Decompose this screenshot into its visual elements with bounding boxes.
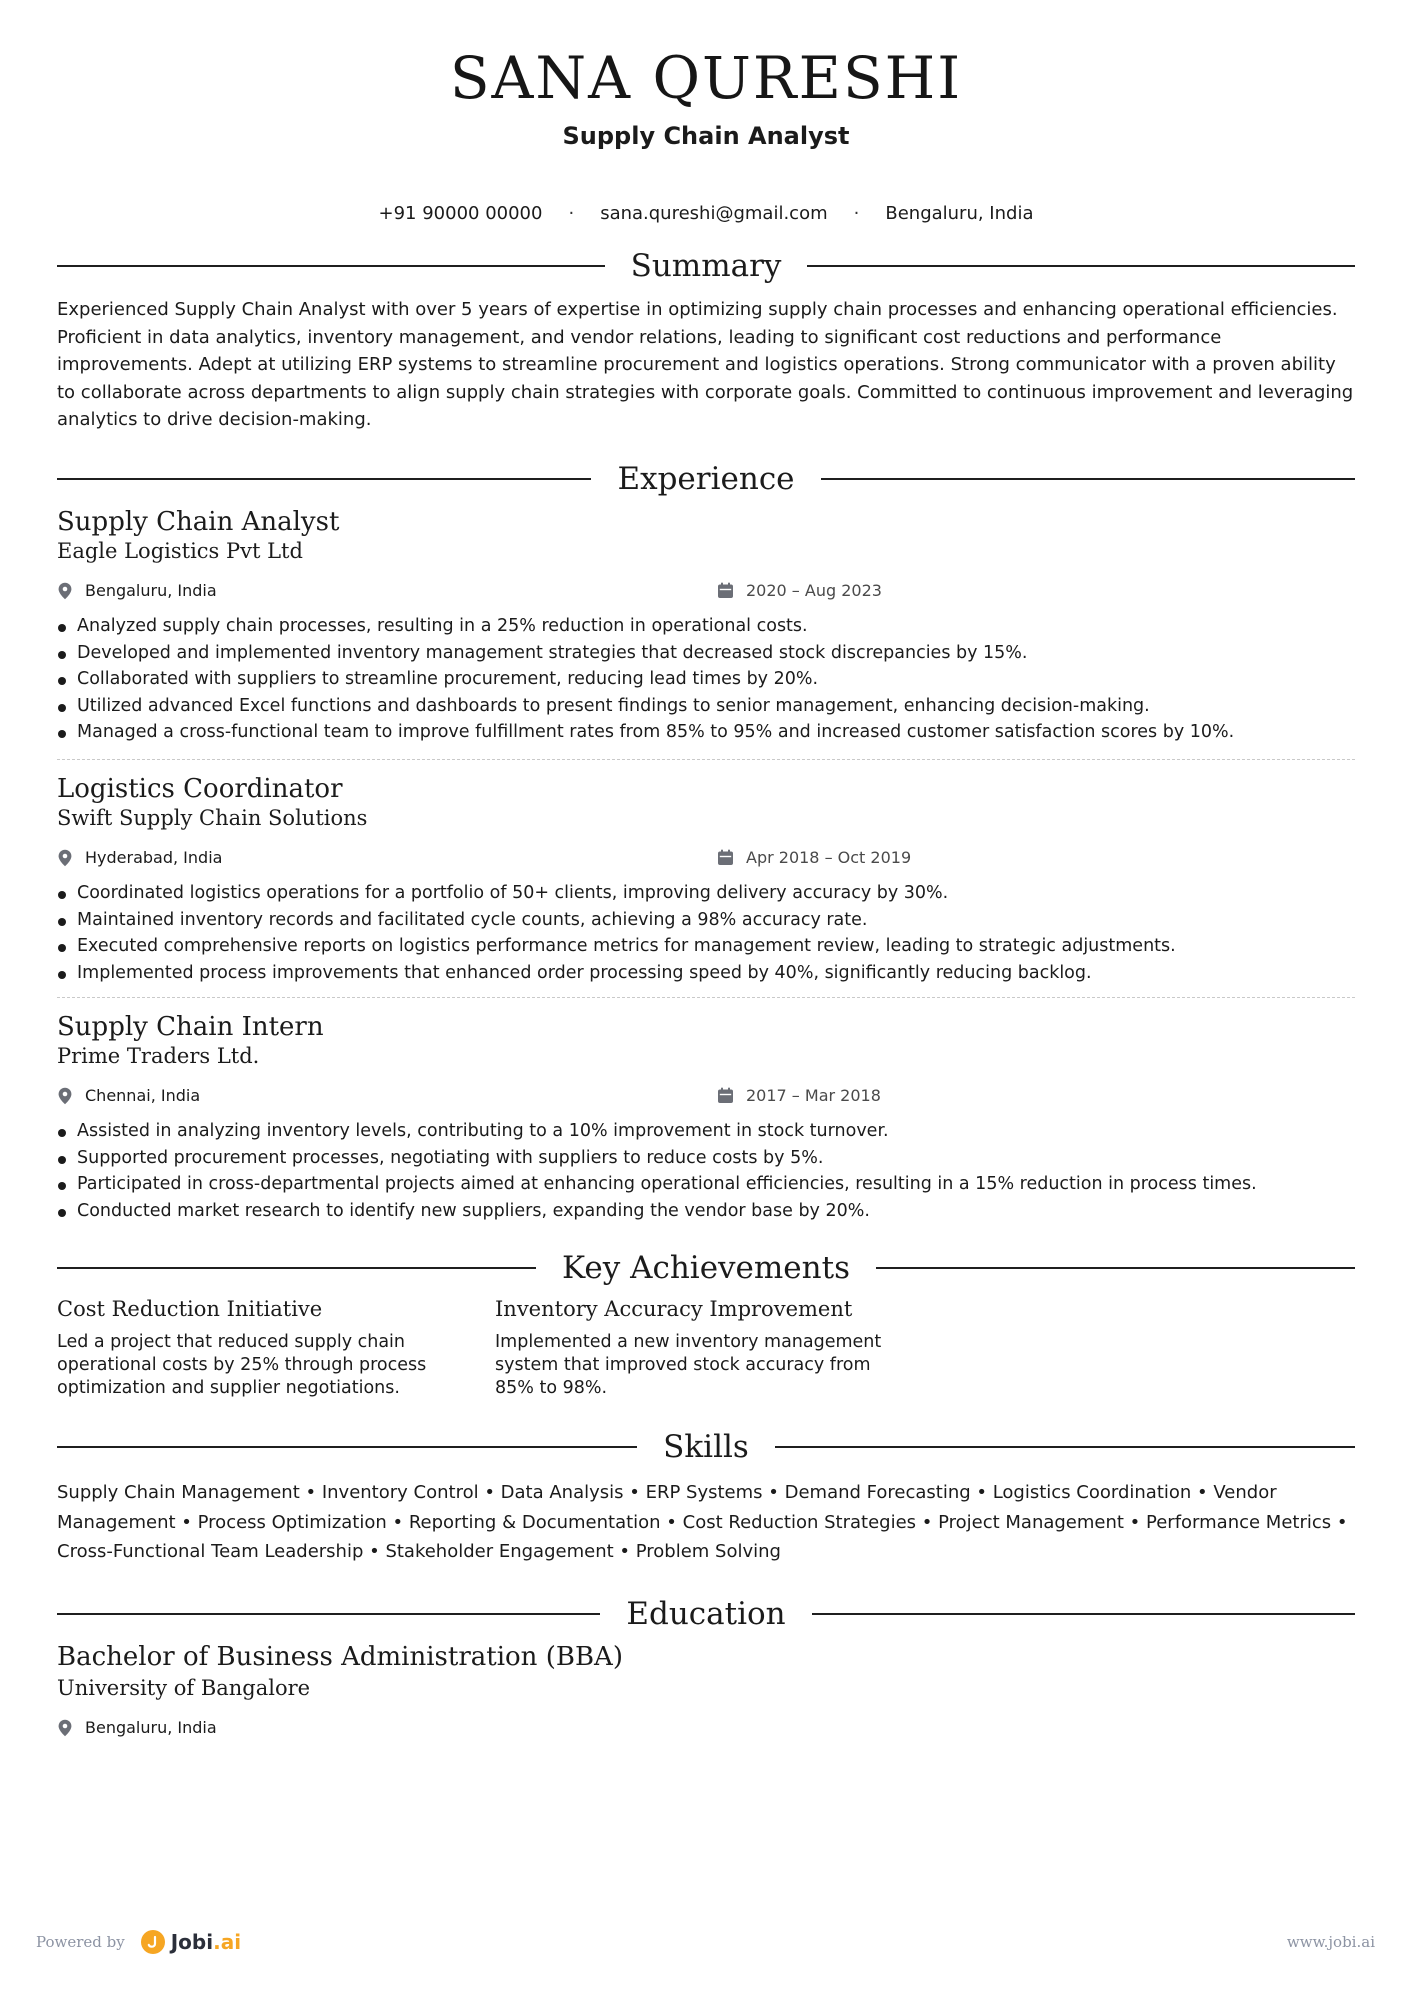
calendar-icon xyxy=(717,849,734,866)
bullet-item: Managed a cross-functional team to improve fulfillment rates from 85% to 95% and increased customer satisfaction scores by 10%. xyxy=(57,719,1355,746)
summary-section-header xyxy=(57,246,1355,286)
job-dates xyxy=(717,581,882,600)
education-meta xyxy=(57,1718,1355,1742)
job-location xyxy=(57,1086,200,1105)
experience-item xyxy=(57,507,1355,746)
job-location xyxy=(57,581,217,600)
bullet-item: Participated in cross-departmental projects aimed at enhancing operational efficiencies, resulting in a 15% reduction in process times. xyxy=(57,1171,1355,1198)
education-location xyxy=(57,1718,217,1737)
bullet-item: Analyzed supply chain processes, resulting in a 25% reduction in operational costs. xyxy=(57,613,1355,640)
bullet-item: Implemented process improvements that enhanced order processing speed by 40%, significantly reducing backlog. xyxy=(57,960,1355,987)
email-link[interactable]: sana.qureshi@gmail.com xyxy=(600,203,828,224)
bullet-item: Coordinated logistics operations for a portfolio of 50+ clients, improving delivery accuracy by 30%. xyxy=(57,880,1355,907)
bullet-item: Conducted market research to identify new suppliers, expanding the vendor base by 20%. xyxy=(57,1198,1355,1225)
bullet-item: Executed comprehensive reports on logistics performance metrics for management review, leading to strategic adjustments. xyxy=(57,933,1355,960)
powered-by-label: Powered by xyxy=(36,1933,125,1951)
achievement-description: Implemented a new inventory management system that improved stock accuracy from 85% to 98%. xyxy=(495,1332,882,1398)
job-dates xyxy=(717,1086,881,1105)
location-label: Bengaluru, India xyxy=(85,581,217,600)
powered-by-footer xyxy=(36,1930,241,1954)
divider-line xyxy=(812,1613,1355,1615)
summary-text: Experienced Supply Chain Analyst with over 5 years of expertise in optimizing supply chain processes and enhancing operational efficiencies. Proficient in data analytics, inventory management, and vendor relations, leading to significant cost reductions and performance improvements. Adept at utilizing ERP systems to streamline procurement and logistics operations. Strong communicator with a proven ability to collaborate across departments to align supply chain strategies with corporate goals. Committed to continuous improvement and leveraging analytics to drive decision-making. xyxy=(57,299,1354,430)
site-url-link[interactable]: www.jobi.ai xyxy=(1286,1933,1375,1951)
job-location xyxy=(57,848,222,867)
job-title: Supply Chain Analyst xyxy=(57,507,340,537)
job-divider xyxy=(57,759,1355,760)
job-title: Logistics Coordinator xyxy=(57,774,343,804)
education-item xyxy=(57,1642,1355,1742)
jobi-brand-link[interactable] xyxy=(171,1930,241,1954)
divider-line xyxy=(57,1613,600,1615)
skills-list: Supply Chain Management • Inventory Control • Data Analysis • ERP Systems • Demand Forecasting • Logistics Coordination • Vendor Management • Process Optimization • Reporting & Documentation • Cost Reduction Strategies • Project Management • Performance Metrics • Cross-Functional Team Leadership • Stakeholder Engagement • Problem Solving xyxy=(57,1482,1348,1562)
section-title: Key Achievements xyxy=(562,1250,850,1286)
date-label: 2017 – Mar 2018 xyxy=(746,1086,881,1105)
section-title: Education xyxy=(626,1596,786,1632)
job-title: Supply Chain Intern xyxy=(57,1012,324,1042)
contact-separator: · xyxy=(568,203,575,224)
divider-line xyxy=(807,265,1355,267)
date-label: Apr 2018 – Oct 2019 xyxy=(746,848,912,867)
candidate-role: Supply Chain Analyst xyxy=(562,122,850,150)
skills-section-header xyxy=(57,1427,1355,1467)
company-name: Prime Traders Ltd. xyxy=(57,1044,260,1068)
divider-line xyxy=(57,478,591,480)
job-meta xyxy=(57,1086,1355,1110)
bullet-item: Collaborated with suppliers to streamline procurement, reducing lead times by 20%. xyxy=(57,666,1355,693)
location-label: Hyderabad, India xyxy=(85,848,223,867)
job-meta xyxy=(57,581,1355,605)
experience-item xyxy=(57,1012,1355,1224)
achievement-description: Led a project that reduced supply chain operational costs by 25% through process optimization and supplier negotiations. xyxy=(57,1332,427,1398)
bullet-item: Maintained inventory records and facilitated cycle counts, achieving a 98% accuracy rate. xyxy=(57,907,1355,934)
calendar-icon xyxy=(717,582,734,599)
contact-line xyxy=(57,203,1355,224)
divider-line xyxy=(57,265,605,267)
divider-line xyxy=(876,1267,1355,1269)
job-bullets xyxy=(57,1118,1355,1224)
job-bullets xyxy=(57,613,1355,746)
brand-suffix: .ai xyxy=(213,1930,242,1954)
brand-name: Jobi xyxy=(170,1930,214,1954)
jobi-logo-icon xyxy=(141,1930,165,1954)
calendar-icon xyxy=(717,1087,734,1104)
map-pin-icon xyxy=(57,849,73,867)
divider-line xyxy=(821,478,1355,480)
map-pin-icon xyxy=(57,582,73,600)
candidate-name: SANA QURESHI xyxy=(449,44,963,112)
job-dates xyxy=(717,848,911,867)
section-title: Summary xyxy=(630,248,782,284)
achievement-title: Inventory Accuracy Improvement xyxy=(495,1297,853,1321)
company-name: Swift Supply Chain Solutions xyxy=(57,806,368,830)
section-title: Skills xyxy=(663,1429,749,1465)
bullet-item: Utilized advanced Excel functions and dashboards to present findings to senior management, enhancing decision-making. xyxy=(57,693,1355,720)
job-meta xyxy=(57,848,1355,872)
education-section-header xyxy=(57,1594,1355,1634)
achievements-section-header xyxy=(57,1248,1355,1288)
achievement-item xyxy=(495,1295,895,1400)
bullet-item: Assisted in analyzing inventory levels, contributing to a 10% improvement in stock turnover. xyxy=(57,1118,1355,1145)
location-label: Bengaluru, India xyxy=(85,1718,217,1737)
date-label: 2020 – Aug 2023 xyxy=(746,581,882,600)
job-bullets xyxy=(57,880,1355,986)
location-label: Chennai, India xyxy=(85,1086,201,1105)
company-name: Eagle Logistics Pvt Ltd xyxy=(57,539,303,563)
achievement-item xyxy=(57,1295,457,1400)
divider-line xyxy=(57,1446,637,1448)
achievement-title: Cost Reduction Initiative xyxy=(57,1297,323,1321)
experience-item xyxy=(57,774,1355,986)
map-pin-icon xyxy=(57,1087,73,1105)
section-title: Experience xyxy=(617,461,795,497)
bullet-item: Developed and implemented inventory management strategies that decreased stock discrepancies by 15%. xyxy=(57,640,1355,667)
map-pin-icon xyxy=(57,1719,73,1737)
phone-text: +91 90000 00000 xyxy=(378,203,543,224)
bullet-item: Supported procurement processes, negotiating with suppliers to reduce costs by 5%. xyxy=(57,1145,1355,1172)
divider-line xyxy=(57,1267,536,1269)
divider-line xyxy=(775,1446,1355,1448)
location-text: Bengaluru, India xyxy=(885,203,1034,224)
job-divider xyxy=(57,997,1355,998)
school-name: University of Bangalore xyxy=(57,1676,311,1700)
degree-title: Bachelor of Business Administration (BBA) xyxy=(57,1642,623,1672)
experience-section-header xyxy=(57,459,1355,499)
contact-separator: · xyxy=(853,203,860,224)
